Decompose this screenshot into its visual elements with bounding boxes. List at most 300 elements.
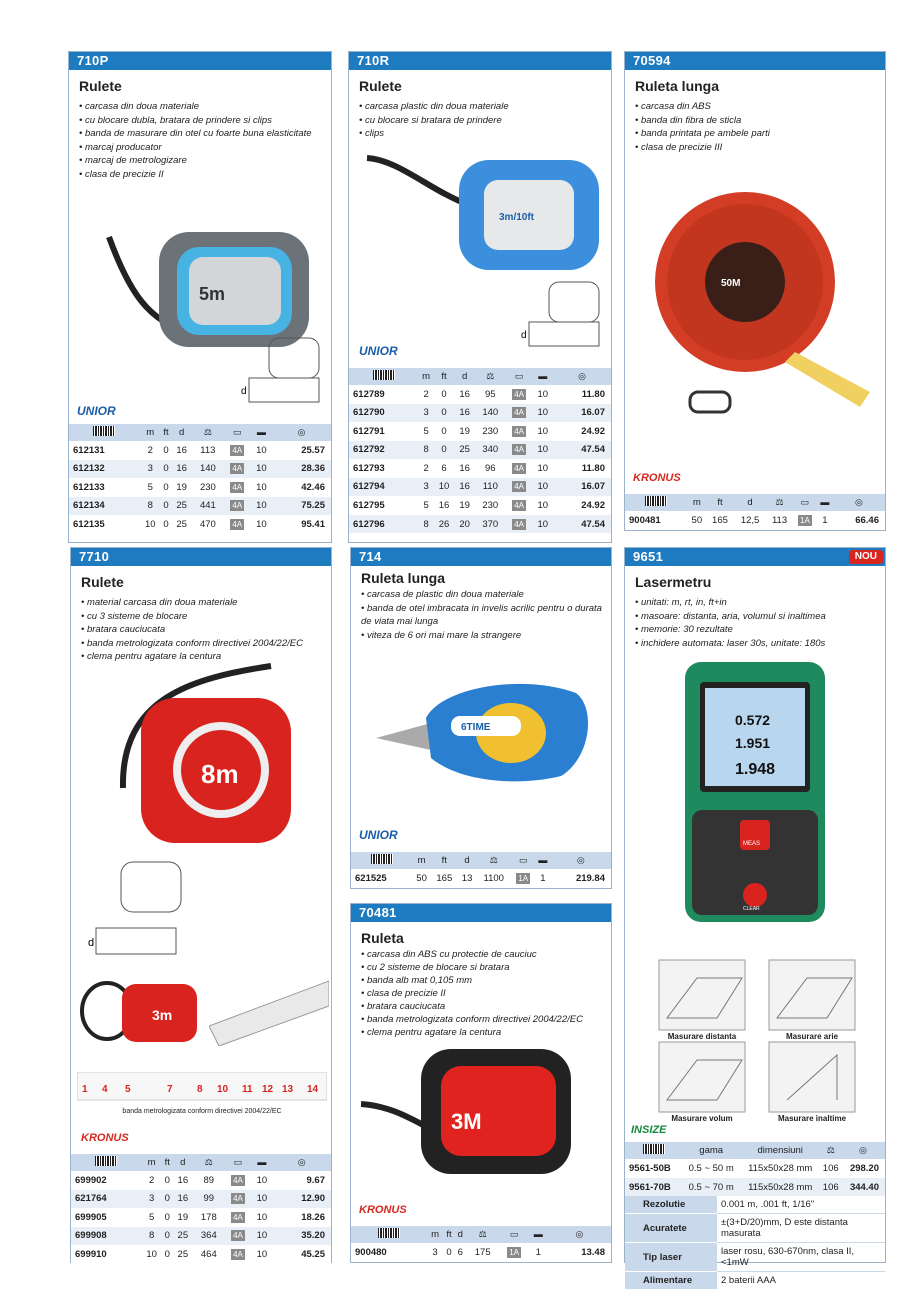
product-code-cell: 612791 bbox=[349, 422, 418, 441]
price-cell: 45.25 bbox=[272, 1245, 331, 1264]
ruler-icon: ▬ bbox=[538, 370, 548, 381]
col-m: m bbox=[140, 424, 161, 441]
weight-icon: ⚖ bbox=[489, 854, 498, 865]
width-cell: 25 bbox=[172, 1227, 193, 1246]
svg-text:8: 8 bbox=[197, 1084, 203, 1095]
product-table bbox=[71, 1154, 331, 1264]
weight-cell: 1100 bbox=[476, 869, 511, 888]
length-ft-cell: 10 bbox=[434, 478, 455, 497]
feature-list bbox=[349, 94, 611, 141]
package-badge: 4A bbox=[232, 464, 243, 474]
package-cell bbox=[506, 496, 533, 515]
qty-cell: 10 bbox=[533, 441, 554, 460]
diagram-caption: Masurare distanta bbox=[667, 1032, 737, 1041]
barcode-column bbox=[351, 1226, 427, 1243]
length-m-cell: 5 bbox=[418, 496, 433, 515]
ruler-icon: ▬ bbox=[538, 854, 548, 865]
width-cell: 16 bbox=[454, 404, 475, 423]
diagram-height bbox=[767, 1040, 857, 1115]
svg-text:d: d bbox=[88, 937, 95, 949]
width-cell: 16 bbox=[172, 1190, 193, 1209]
product-title: Rulete bbox=[359, 78, 402, 94]
ruler-icon: ▬ bbox=[820, 496, 830, 507]
feature-item: • bratara cauciucata bbox=[361, 1000, 611, 1013]
weight-cell: 113 bbox=[192, 441, 223, 460]
weight-cell: 364 bbox=[193, 1227, 224, 1246]
package-badge: 4A bbox=[514, 500, 524, 510]
svg-text:d: d bbox=[241, 386, 247, 397]
package-badge: 4A bbox=[232, 445, 243, 455]
weight-cell: 110 bbox=[475, 478, 506, 497]
diagram-area bbox=[767, 958, 857, 1033]
feature-item: • clasa de precizie II bbox=[361, 987, 611, 1000]
price-cell: 11.80 bbox=[553, 385, 611, 404]
barcode-icon bbox=[378, 1228, 400, 1238]
qty-cell: 1 bbox=[817, 511, 833, 530]
weight-cell: 113 bbox=[766, 511, 793, 530]
package-cell bbox=[224, 1190, 251, 1209]
col-ft: ft bbox=[434, 368, 455, 385]
product-code-cell: 612796 bbox=[349, 515, 418, 534]
price-cell: 344.40 bbox=[841, 1178, 885, 1197]
package-badge: 4A bbox=[233, 1175, 243, 1185]
tape-scale-strip bbox=[77, 1072, 327, 1102]
product-title: Rulete bbox=[79, 78, 122, 94]
length-ft-cell: 0 bbox=[434, 404, 455, 423]
package-cell bbox=[511, 869, 535, 888]
new-badge: NOU bbox=[849, 550, 883, 564]
qty-cell: 1 bbox=[529, 1243, 548, 1262]
package-icon: ▭ bbox=[509, 1228, 519, 1239]
length-ft-cell: 165 bbox=[431, 869, 458, 888]
feature-item: • clips bbox=[359, 127, 611, 141]
col-ft: ft bbox=[706, 494, 734, 511]
table-row bbox=[349, 404, 611, 423]
width-cell: 16 bbox=[454, 385, 475, 404]
length-m-cell: 10 bbox=[140, 515, 161, 534]
price-cell: 298.20 bbox=[841, 1159, 885, 1178]
svg-text:10: 10 bbox=[217, 1084, 229, 1095]
package-icon: ▭ bbox=[514, 370, 524, 381]
col-ft: ft bbox=[431, 852, 458, 869]
package-badge: 1A bbox=[800, 516, 810, 525]
width-cell: 19 bbox=[454, 496, 475, 515]
product-card-714 bbox=[350, 547, 612, 889]
qty-cell: 1 bbox=[535, 869, 550, 888]
length-m-cell: 50 bbox=[412, 869, 430, 888]
length-m-cell: 8 bbox=[140, 497, 161, 516]
col-d: d bbox=[458, 852, 476, 869]
weight-cell: 106 bbox=[821, 1178, 841, 1197]
product-card-9651 bbox=[624, 547, 886, 1286]
length-m-cell: 5 bbox=[141, 1208, 162, 1227]
barcode-column bbox=[71, 1154, 141, 1171]
product-code: 9651 bbox=[625, 548, 885, 566]
width-cell: 25 bbox=[454, 441, 475, 460]
diagram-caption: Masurare inaltime bbox=[777, 1114, 847, 1123]
col-m: m bbox=[141, 1154, 162, 1171]
ruler-icon: ▬ bbox=[533, 1228, 543, 1239]
length-m-cell: 2 bbox=[141, 1171, 162, 1190]
price-cell: 12.90 bbox=[272, 1190, 331, 1209]
price-cell: 75.25 bbox=[272, 497, 331, 516]
product-code-cell: 621525 bbox=[351, 869, 412, 888]
length-m-cell: 8 bbox=[418, 441, 433, 460]
dimension-drawing bbox=[239, 334, 324, 419]
weight-icon: ⚖ bbox=[775, 496, 784, 507]
weight-cell: 178 bbox=[193, 1208, 224, 1227]
price-icon: ◎ bbox=[578, 370, 586, 381]
display-value: 1.951 bbox=[735, 735, 771, 751]
package-icon: ▭ bbox=[233, 1156, 243, 1167]
width-cell: 20 bbox=[454, 515, 475, 534]
product-table bbox=[69, 424, 331, 534]
feature-item: • carcasa din ABS cu protectie de cauciuc bbox=[361, 948, 611, 961]
width-cell: 6 bbox=[455, 1243, 466, 1262]
feature-item: • clasa de precizie III bbox=[635, 141, 885, 155]
product-card-70481 bbox=[350, 903, 612, 1263]
width-cell: 16 bbox=[171, 441, 192, 460]
price-cell: 13.48 bbox=[548, 1243, 611, 1262]
width-cell: 13 bbox=[458, 869, 476, 888]
table-row bbox=[349, 478, 611, 497]
table-row bbox=[69, 460, 331, 479]
package-badge: 4A bbox=[514, 426, 524, 436]
col-weight bbox=[193, 1154, 224, 1171]
feature-item: • banda din fibra de sticla bbox=[635, 114, 885, 128]
price-cell: 18.26 bbox=[272, 1208, 331, 1227]
product-card-710R bbox=[348, 51, 612, 543]
small-tape-label: 3m bbox=[152, 1007, 173, 1023]
weight-cell: 230 bbox=[475, 422, 506, 441]
product-title: Ruleta lunga bbox=[361, 570, 446, 586]
package-cell bbox=[224, 441, 251, 460]
barcode-icon bbox=[371, 854, 393, 864]
col-d: d bbox=[734, 494, 766, 511]
table-row bbox=[71, 1227, 331, 1246]
col-d: d bbox=[171, 424, 192, 441]
product-title: Ruleta lunga bbox=[635, 78, 720, 94]
col-package bbox=[793, 494, 817, 511]
product-title: Ruleta bbox=[361, 930, 404, 946]
weight-cell: 106 bbox=[821, 1159, 841, 1178]
feature-item: • marcaj producator bbox=[79, 141, 331, 155]
package-cell bbox=[224, 460, 251, 479]
length-ft-cell: 0 bbox=[162, 1245, 172, 1264]
product-code-cell: 612794 bbox=[349, 478, 418, 497]
length-m-cell: 3 bbox=[141, 1190, 162, 1209]
table-row bbox=[69, 441, 331, 460]
spec-value: 2 baterii AAA bbox=[721, 1275, 776, 1286]
length-ft-cell: 0 bbox=[443, 1243, 454, 1262]
feature-item: • bratara cauciucata bbox=[81, 623, 331, 637]
col-d: d bbox=[455, 1226, 466, 1243]
table-row bbox=[349, 515, 611, 534]
tape-size-label: 3M bbox=[451, 1109, 482, 1134]
feature-item: • inchidere automata: laser 30s, unitate: 180s bbox=[635, 637, 885, 651]
product-code-cell: 612131 bbox=[69, 441, 140, 460]
feature-item: • clema pentru agatare la centura bbox=[361, 1026, 611, 1039]
specs-table bbox=[625, 1196, 885, 1289]
product-code-cell: 612792 bbox=[349, 441, 418, 460]
tape-measure-image bbox=[111, 658, 326, 858]
package-badge: 4A bbox=[514, 519, 524, 529]
feature-item: • banda alb mat 0,105 mm bbox=[361, 974, 611, 987]
svg-text:1: 1 bbox=[82, 1084, 88, 1095]
col-price bbox=[833, 494, 885, 511]
package-badge: 4A bbox=[232, 520, 243, 529]
width-cell: 16 bbox=[454, 478, 475, 497]
feature-item: • banda metrologizata conform directivei 2004/22/EC bbox=[361, 1013, 611, 1026]
weight-cell: 370 bbox=[475, 515, 506, 534]
long-tape-image bbox=[371, 668, 596, 788]
price-cell: 42.46 bbox=[272, 478, 331, 497]
col-package bbox=[224, 424, 251, 441]
feature-item: • carcasa din ABS bbox=[635, 100, 885, 114]
price-cell: 95.41 bbox=[272, 515, 331, 534]
laser-table bbox=[625, 1142, 885, 1196]
package-badge: 1A bbox=[518, 874, 529, 883]
qty-cell: 10 bbox=[252, 1190, 273, 1209]
feature-item: • material carcasa din doua materiale bbox=[81, 596, 331, 610]
table-row bbox=[351, 1243, 611, 1262]
package-icon: ▭ bbox=[800, 496, 810, 507]
feature-item: • carcasa din doua materiale bbox=[79, 100, 331, 114]
package-badge: 4A bbox=[233, 1250, 243, 1259]
brand-logo-kronus: KRONUS bbox=[81, 1132, 129, 1144]
length-ft-cell: 0 bbox=[161, 515, 171, 534]
small-tape-image bbox=[77, 976, 207, 1046]
table-row bbox=[349, 496, 611, 515]
tape-size-label: 5m bbox=[199, 284, 226, 304]
tape-brand-label: 6TIME bbox=[461, 722, 491, 733]
col-gama: gama bbox=[683, 1142, 740, 1159]
qty-cell: 10 bbox=[251, 497, 272, 516]
col-m: m bbox=[418, 368, 433, 385]
weight-icon: ⚖ bbox=[478, 1228, 487, 1239]
product-code: 7710 bbox=[71, 548, 331, 566]
product-code-cell: 621764 bbox=[71, 1190, 141, 1209]
package-badge: 1A bbox=[509, 1248, 520, 1257]
price-cell: 24.92 bbox=[553, 422, 611, 441]
package-badge: 4A bbox=[514, 463, 524, 473]
col-qty bbox=[251, 424, 272, 441]
product-code: 70481 bbox=[351, 904, 611, 922]
length-ft-cell: 0 bbox=[161, 478, 171, 497]
feature-item: • masoare: distanta, aria, volumul si inaltimea bbox=[635, 610, 885, 624]
length-m-cell: 3 bbox=[140, 460, 161, 479]
product-code-cell: 612134 bbox=[69, 497, 140, 516]
package-cell bbox=[224, 1227, 251, 1246]
brand-logo-kronus: KRONUS bbox=[359, 1204, 407, 1216]
dimensions-cell: 115x50x28 mm bbox=[740, 1178, 821, 1197]
feature-item: • cu blocare si bratara de prindere bbox=[359, 114, 611, 128]
product-code-cell: 612795 bbox=[349, 496, 418, 515]
table-row bbox=[69, 497, 331, 516]
length-m-cell: 3 bbox=[418, 478, 433, 497]
price-cell: 16.07 bbox=[553, 404, 611, 423]
product-title: Lasermetru bbox=[635, 574, 712, 590]
product-code-cell: 612790 bbox=[349, 404, 418, 423]
package-badge: 4A bbox=[514, 408, 524, 418]
width-cell: 19 bbox=[454, 422, 475, 441]
length-m-cell: 50 bbox=[688, 511, 707, 530]
barcode-column bbox=[351, 852, 412, 869]
price-cell: 47.54 bbox=[553, 441, 611, 460]
length-ft-cell: 0 bbox=[162, 1208, 172, 1227]
feature-item: • clasa de precizie II bbox=[79, 168, 331, 182]
svg-text:11: 11 bbox=[242, 1084, 253, 1095]
feature-item: • memorie: 30 rezultate bbox=[635, 623, 885, 637]
length-m-cell: 2 bbox=[418, 385, 433, 404]
brand-logo-unior: UNIOR bbox=[359, 344, 398, 358]
display-value: 0.572 bbox=[735, 712, 771, 728]
diagram-distance bbox=[657, 958, 747, 1033]
col-m: m bbox=[427, 1226, 444, 1243]
package-badge: 4A bbox=[514, 445, 524, 455]
svg-text:7: 7 bbox=[167, 1084, 173, 1095]
price-icon: ◎ bbox=[854, 496, 863, 507]
svg-text:4: 4 bbox=[102, 1084, 108, 1095]
diagram-caption: Masurare volum bbox=[671, 1114, 733, 1123]
ruler-icon: ▬ bbox=[257, 1156, 267, 1167]
range-cell: 0.5 ~ 70 m bbox=[683, 1178, 740, 1197]
length-m-cell: 5 bbox=[140, 478, 161, 497]
length-ft-cell: 0 bbox=[162, 1227, 172, 1246]
barcode-icon bbox=[643, 1144, 665, 1154]
length-m-cell: 10 bbox=[141, 1245, 162, 1264]
tape-size-label: 3m/10ft bbox=[499, 212, 535, 223]
svg-text:d: d bbox=[521, 330, 527, 341]
width-cell: 19 bbox=[171, 478, 192, 497]
table-row bbox=[349, 441, 611, 460]
length-ft-cell: 0 bbox=[162, 1171, 172, 1190]
product-code-cell: 699905 bbox=[71, 1208, 141, 1227]
weight-icon: ⚖ bbox=[204, 1156, 213, 1167]
package-badge: 4A bbox=[514, 389, 524, 399]
col-qty bbox=[252, 1154, 273, 1171]
spec-label: Tip laser bbox=[625, 1243, 717, 1272]
weight-cell: 441 bbox=[192, 497, 223, 516]
package-cell bbox=[224, 515, 251, 534]
table-row bbox=[351, 869, 611, 888]
spec-label: Alimentare bbox=[625, 1272, 717, 1290]
col-weight bbox=[466, 1226, 500, 1243]
length-m-cell: 3 bbox=[427, 1243, 444, 1262]
col-qty bbox=[529, 1226, 548, 1243]
price-icon: ◎ bbox=[297, 1156, 306, 1167]
barcode-icon bbox=[93, 426, 115, 436]
clear-button-label: CLEAR bbox=[743, 906, 760, 912]
svg-text:12: 12 bbox=[262, 1084, 274, 1095]
price-cell: 47.54 bbox=[553, 515, 611, 534]
feature-item: • cu 2 sisteme de blocare si bratara bbox=[361, 961, 611, 974]
long-tape-image bbox=[645, 182, 880, 422]
price-cell: 9.67 bbox=[272, 1171, 331, 1190]
width-cell: 25 bbox=[172, 1245, 193, 1264]
weight-icon: ⚖ bbox=[203, 426, 212, 437]
tape-closeup-image bbox=[209, 976, 329, 1046]
product-code-cell: 900480 bbox=[351, 1243, 427, 1262]
ruler-icon: ▬ bbox=[256, 426, 266, 437]
col-weight bbox=[476, 852, 511, 869]
table-row bbox=[71, 1171, 331, 1190]
table-row bbox=[349, 459, 611, 478]
feature-item: • viteza de 6 ori mai mare la strangere bbox=[361, 629, 611, 643]
col-price bbox=[551, 852, 611, 869]
length-ft-cell: 0 bbox=[161, 460, 171, 479]
weight-cell: 99 bbox=[193, 1190, 224, 1209]
qty-cell: 10 bbox=[533, 385, 554, 404]
package-icon: ▭ bbox=[233, 426, 242, 437]
product-code-cell: 612132 bbox=[69, 460, 140, 479]
length-ft-cell: 0 bbox=[434, 422, 455, 441]
brand-logo-unior: UNIOR bbox=[359, 828, 398, 842]
package-cell bbox=[506, 385, 533, 404]
range-cell: 0.5 ~ 50 m bbox=[683, 1159, 740, 1178]
weight-icon: ⚖ bbox=[826, 1144, 835, 1155]
package-badge: 4A bbox=[233, 1231, 243, 1241]
col-dimensions: dimensiuni bbox=[740, 1142, 821, 1159]
length-m-cell: 8 bbox=[418, 515, 433, 534]
product-code-cell: 612789 bbox=[349, 385, 418, 404]
package-badge: 4A bbox=[233, 1194, 243, 1204]
svg-text:5: 5 bbox=[125, 1084, 131, 1095]
package-cell bbox=[506, 459, 533, 478]
qty-cell: 10 bbox=[533, 404, 554, 423]
length-m-cell: 8 bbox=[141, 1227, 162, 1246]
spec-value: ±(3+D/20)mm, D este distanta masurata bbox=[717, 1214, 885, 1243]
feature-list bbox=[69, 94, 331, 181]
weight-cell: 95 bbox=[475, 385, 506, 404]
col-package bbox=[500, 1226, 529, 1243]
col-m: m bbox=[688, 494, 707, 511]
feature-item: • marcaj de metrologizare bbox=[79, 154, 331, 168]
meas-button-label: MEAS bbox=[743, 841, 761, 847]
length-m-cell: 2 bbox=[140, 441, 161, 460]
package-cell bbox=[224, 478, 251, 497]
dimension-drawing bbox=[519, 278, 604, 363]
product-code-cell: 699902 bbox=[71, 1171, 141, 1190]
length-ft-cell: 16 bbox=[434, 496, 455, 515]
weight-cell: 340 bbox=[475, 441, 506, 460]
barcode-icon bbox=[645, 496, 667, 506]
brand-logo-insize: INSIZE bbox=[631, 1124, 667, 1136]
weight-cell: 96 bbox=[475, 459, 506, 478]
package-cell bbox=[224, 1208, 251, 1227]
col-weight bbox=[192, 424, 223, 441]
laser-meter-image bbox=[680, 660, 830, 925]
spec-value: 0.001 m, .001 ft, 1/16" bbox=[717, 1196, 885, 1214]
length-m-cell: 5 bbox=[418, 422, 433, 441]
brand-logo-kronus: KRONUS bbox=[633, 472, 681, 484]
product-table bbox=[349, 368, 611, 533]
package-badge: 4A bbox=[232, 501, 243, 511]
product-code-cell: 612135 bbox=[69, 515, 140, 534]
qty-cell: 10 bbox=[252, 1245, 273, 1264]
package-cell bbox=[224, 1245, 251, 1264]
product-code: 70594 bbox=[625, 52, 885, 70]
col-ft: ft bbox=[443, 1226, 454, 1243]
feature-list bbox=[71, 590, 331, 664]
length-ft-cell: 0 bbox=[162, 1190, 172, 1209]
tape-measure-image bbox=[359, 150, 604, 290]
tape-size-label: 8m bbox=[201, 759, 239, 789]
length-ft-cell: 6 bbox=[434, 459, 455, 478]
qty-cell: 10 bbox=[252, 1171, 273, 1190]
barcode-column bbox=[349, 368, 418, 385]
product-table bbox=[351, 852, 611, 888]
